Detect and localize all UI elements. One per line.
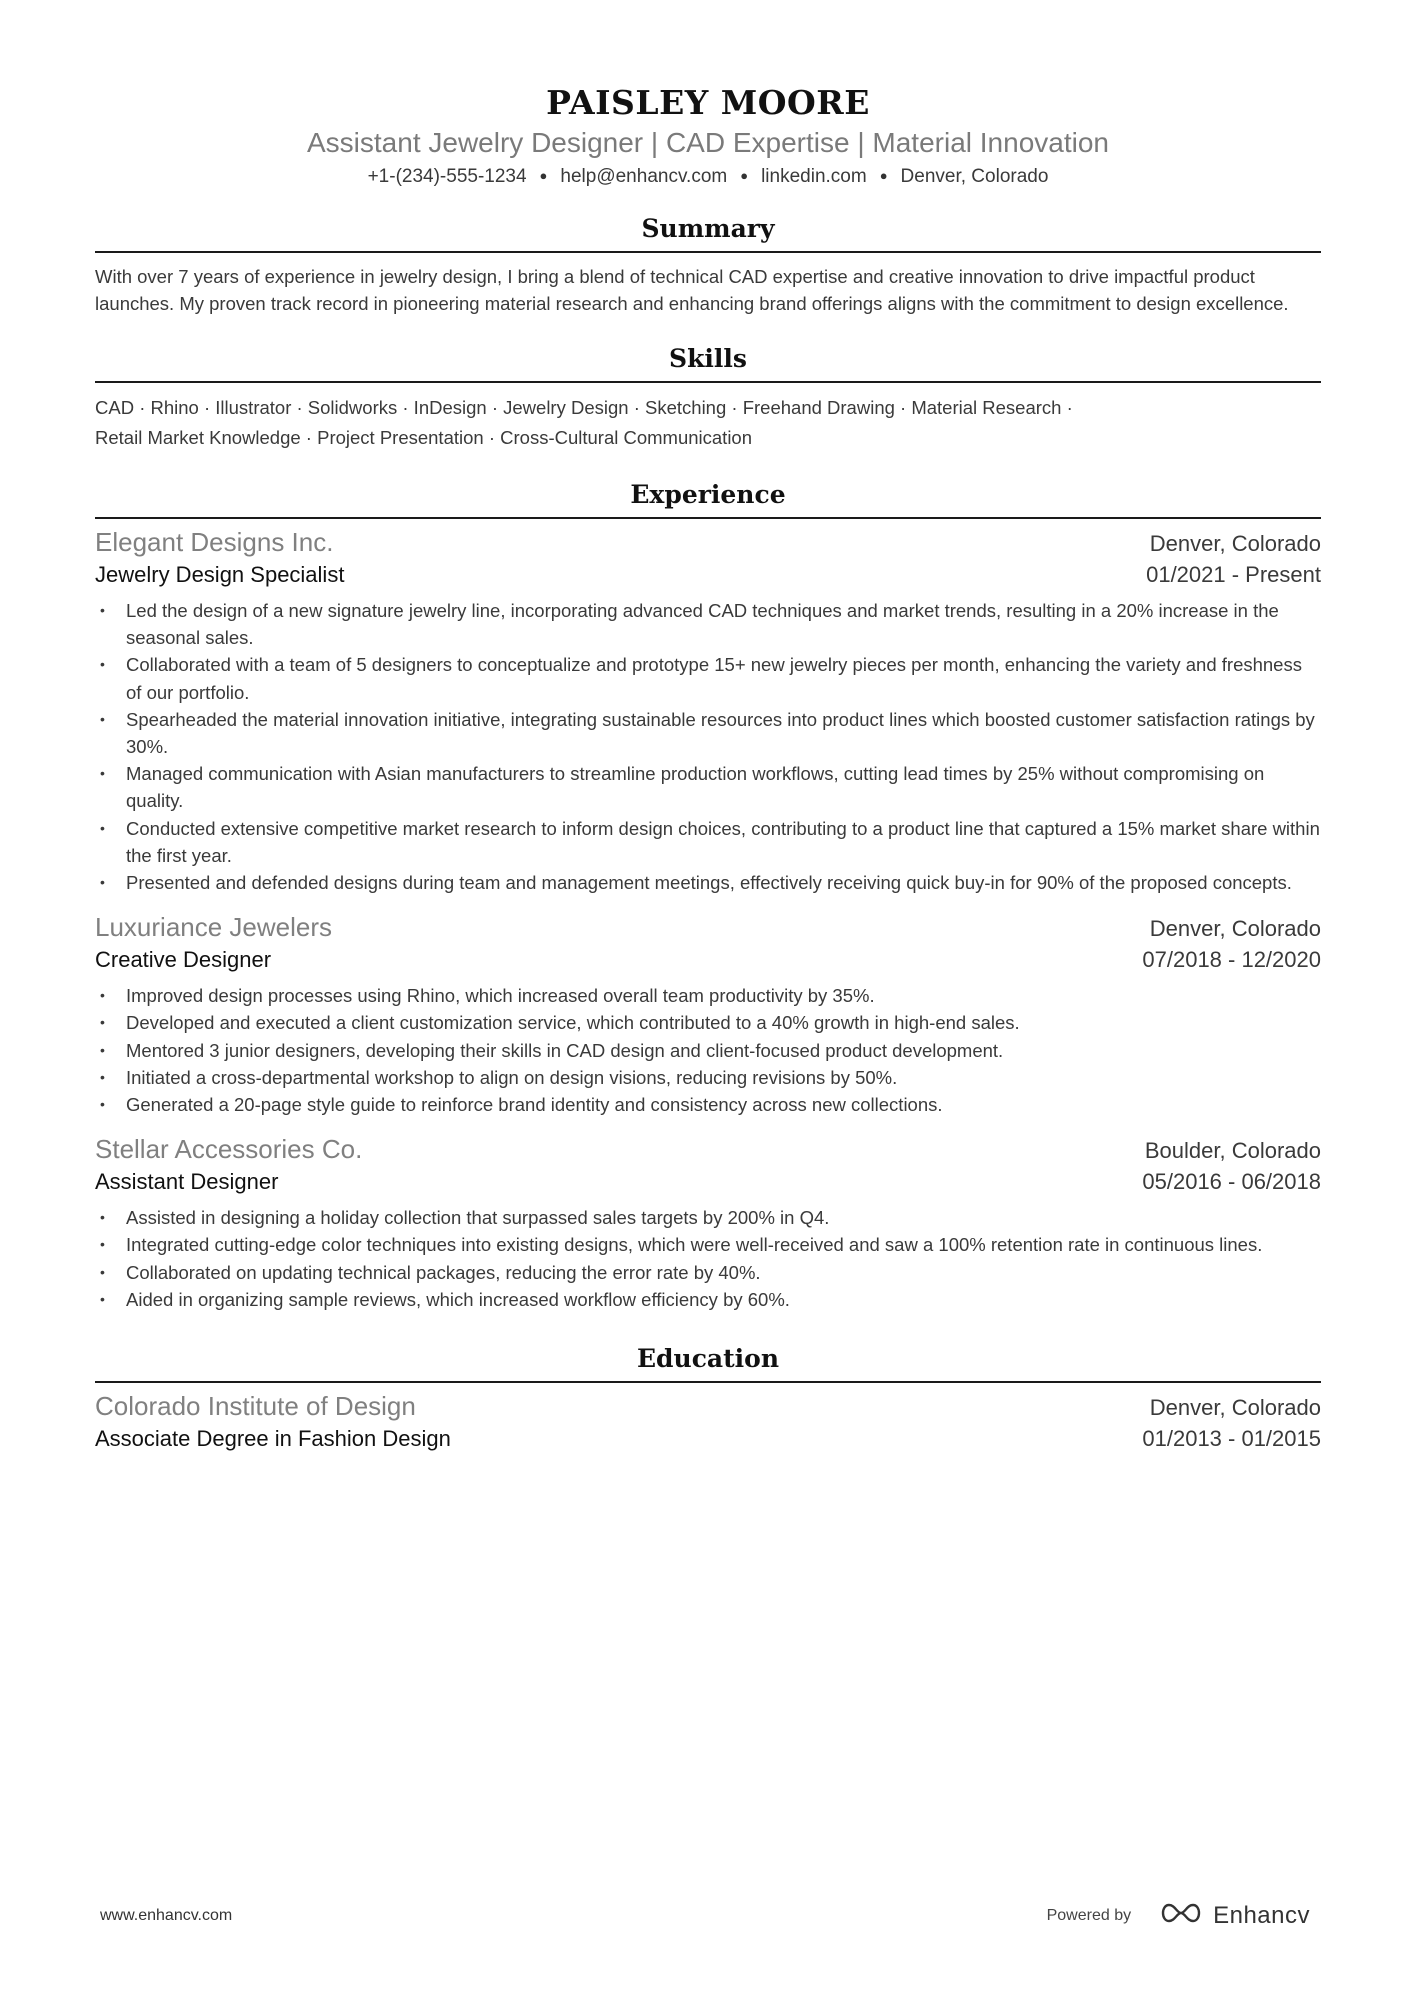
candidate-name: PAISLEY MOORE xyxy=(546,83,870,122)
experience-section xyxy=(95,479,1321,1313)
bullet-dot: • xyxy=(100,1068,105,1085)
resume-header xyxy=(95,0,1321,189)
bullet-dot: ● xyxy=(740,168,749,183)
section-heading: Experience xyxy=(630,480,786,509)
job-entry xyxy=(95,910,1321,1118)
job-bullets xyxy=(95,1204,1321,1313)
job-bullets xyxy=(95,982,1321,1118)
company-name: Elegant Designs Inc. xyxy=(95,527,334,557)
job-role: Assistant Designer xyxy=(95,1169,279,1195)
bullet-text: Generated a 20-page style guide to reinforce brand identity and consistency across new collections. xyxy=(126,1094,943,1116)
bullet-text: Managed communication with Asian manufacturers to streamline production workflows, cutting lead times by 25% without compromising on quality. xyxy=(126,763,1265,812)
list-item xyxy=(95,1064,1321,1091)
bullet-text: Collaborated on updating technical packages, reducing the error rate by 40%. xyxy=(126,1261,761,1283)
bullet-text: Presented and defended designs during team and management meetings, effectively receiving quick buy-in for 90% of the proposed concepts. xyxy=(126,872,1292,894)
list-item xyxy=(95,760,1321,814)
bullet-dot: • xyxy=(100,1209,105,1226)
bullet-text: Spearheaded the material innovation initiative, integrating sustainable resources into product lines which boosted customer satisfaction ratings by 30%. xyxy=(126,708,1315,758)
section-divider xyxy=(95,1381,1321,1383)
bullet-text: Initiated a cross-departmental workshop to align on design visions, reducing revisions by 50%. xyxy=(126,1066,898,1088)
school-location: Denver, Colorado xyxy=(1149,1395,1321,1421)
list-item xyxy=(95,1009,1321,1036)
bullet-dot: • xyxy=(100,656,105,673)
list-item xyxy=(95,1204,1321,1231)
bullet-dot: • xyxy=(100,602,105,618)
job-bullets xyxy=(95,597,1321,896)
skills-line: CAD · Rhino · Illustrator · Solidworks · InDesign · Jewelry Design · Sketching · Freehand Drawing · Material Research · xyxy=(95,397,1073,418)
bullet-dot: • xyxy=(100,1096,105,1113)
job-role: Creative Designer xyxy=(95,947,272,973)
job-dates: 07/2018 - 12/2020 xyxy=(1142,947,1321,973)
list-item xyxy=(95,1037,1321,1064)
bullet-text: Developed and executed a client customization service, which contributed to a 40% growth in high-end sales. xyxy=(126,1012,1020,1034)
list-item xyxy=(95,1259,1321,1286)
bullet-dot: • xyxy=(100,1041,105,1058)
bullet-text: Mentored 3 junior designers, developing their skills in CAD design and client-focused product development. xyxy=(126,1039,1004,1061)
section-divider xyxy=(95,517,1321,519)
job-location: Boulder, Colorado xyxy=(1144,1138,1321,1164)
bullet-text: Aided in organizing sample reviews, which increased workflow efficiency by 60%. xyxy=(126,1288,790,1310)
bullet-text: Collaborated with a team of 5 designers to conceptualize and prototype 15+ new jewelry pieces per month, enhancing the variety and freshness of our portfolio. xyxy=(126,654,1302,703)
degree: Associate Degree in Fashion Design xyxy=(95,1426,451,1452)
bullet-text: Assisted in designing a holiday collection that surpassed sales targets by 200% in Q4. xyxy=(126,1207,830,1229)
bullet-dot: • xyxy=(100,765,105,782)
job-entry xyxy=(95,1132,1321,1313)
education-section xyxy=(95,1343,1321,1455)
job-entry xyxy=(95,525,1321,896)
brand-name: Enhancv xyxy=(1213,1901,1310,1929)
skills-section xyxy=(95,343,1321,453)
list-item xyxy=(95,1091,1321,1118)
enhancv-logo[interactable] xyxy=(1157,1901,1310,1930)
powered-by-block xyxy=(1047,1901,1310,1930)
job-dates: 01/2021 - Present xyxy=(1146,562,1321,587)
section-heading: Skills xyxy=(669,344,747,373)
contact-email[interactable]: help@enhancv.com xyxy=(560,166,728,187)
bullet-dot: • xyxy=(100,1290,105,1307)
list-item xyxy=(95,1231,1321,1258)
skills-list xyxy=(95,393,1321,453)
bullet-dot: • xyxy=(100,1014,105,1031)
section-divider xyxy=(95,381,1321,383)
bullet-dot: ● xyxy=(879,168,888,183)
bullet-dot: • xyxy=(100,819,105,836)
list-item xyxy=(95,815,1321,869)
section-heading: Summary xyxy=(641,214,775,243)
skills-line: Retail Market Knowledge · Project Presentation · Cross-Cultural Communication xyxy=(95,427,753,448)
powered-by-label: Powered by xyxy=(1046,1906,1132,1924)
resume-page xyxy=(95,0,1321,1455)
job-location: Denver, Colorado xyxy=(1149,531,1321,556)
list-item xyxy=(95,651,1321,705)
bullet-text: Led the design of a new signature jewelry line, incorporating advanced CAD techniques and market trends, resulting in a 20% increase in the seasonal sales. xyxy=(126,600,1279,649)
contact-phone: +1-(234)-555-1234 xyxy=(367,166,527,187)
candidate-title: Assistant Jewelry Designer | CAD Expertise | Material Innovation xyxy=(307,127,1109,158)
bullet-text: Integrated cutting-edge color techniques into existing designs, which were well-received and saw a 100% retention rate in continuous lines. xyxy=(126,1234,1263,1256)
list-item xyxy=(95,982,1321,1009)
bullet-text: Improved design processes using Rhino, which increased overall team productivity by 35%. xyxy=(126,985,875,1007)
bullet-dot: • xyxy=(100,1236,105,1253)
list-item xyxy=(95,869,1321,896)
bullet-dot: ● xyxy=(539,168,548,183)
summary-text: With over 7 years of experience in jewelry design, I bring a blend of technical CAD expertise and creative innovation to drive impactful product launches. My proven track record in pioneering material research and enhancing brand offerings aligns with the commitment to design excellence. xyxy=(95,266,1289,314)
list-item xyxy=(95,1286,1321,1313)
company-name: Stellar Accessories Co. xyxy=(95,1134,363,1165)
job-location: Denver, Colorado xyxy=(1149,916,1321,942)
summary-section xyxy=(95,213,1321,317)
section-heading: Education xyxy=(636,1344,780,1374)
contact-location: Denver, Colorado xyxy=(900,166,1049,187)
job-dates: 05/2016 - 06/2018 xyxy=(1142,1169,1321,1195)
bullet-dot: • xyxy=(100,710,105,727)
list-item xyxy=(95,597,1321,651)
contact-line xyxy=(95,164,1321,189)
bullet-dot: • xyxy=(100,874,105,891)
company-name: Luxuriance Jewelers xyxy=(95,912,333,943)
bullet-dot: • xyxy=(100,987,105,1004)
school-name: Colorado Institute of Design xyxy=(95,1391,416,1422)
contact-linkedin[interactable]: linkedin.com xyxy=(761,166,867,187)
footer-website-link[interactable]: www.enhancv.com xyxy=(100,1907,233,1924)
bullet-dot: • xyxy=(100,1263,105,1280)
list-item xyxy=(95,706,1321,760)
bullet-text: Conducted extensive competitive market research to inform design choices, contributing to a product line that captured a 15% market share within the first year. xyxy=(126,817,1320,866)
enhancv-logo-icon xyxy=(1157,1901,1205,1930)
education-dates: 01/2013 - 01/2015 xyxy=(1142,1426,1321,1452)
section-divider xyxy=(95,251,1321,253)
job-role: Jewelry Design Specialist xyxy=(95,562,345,587)
